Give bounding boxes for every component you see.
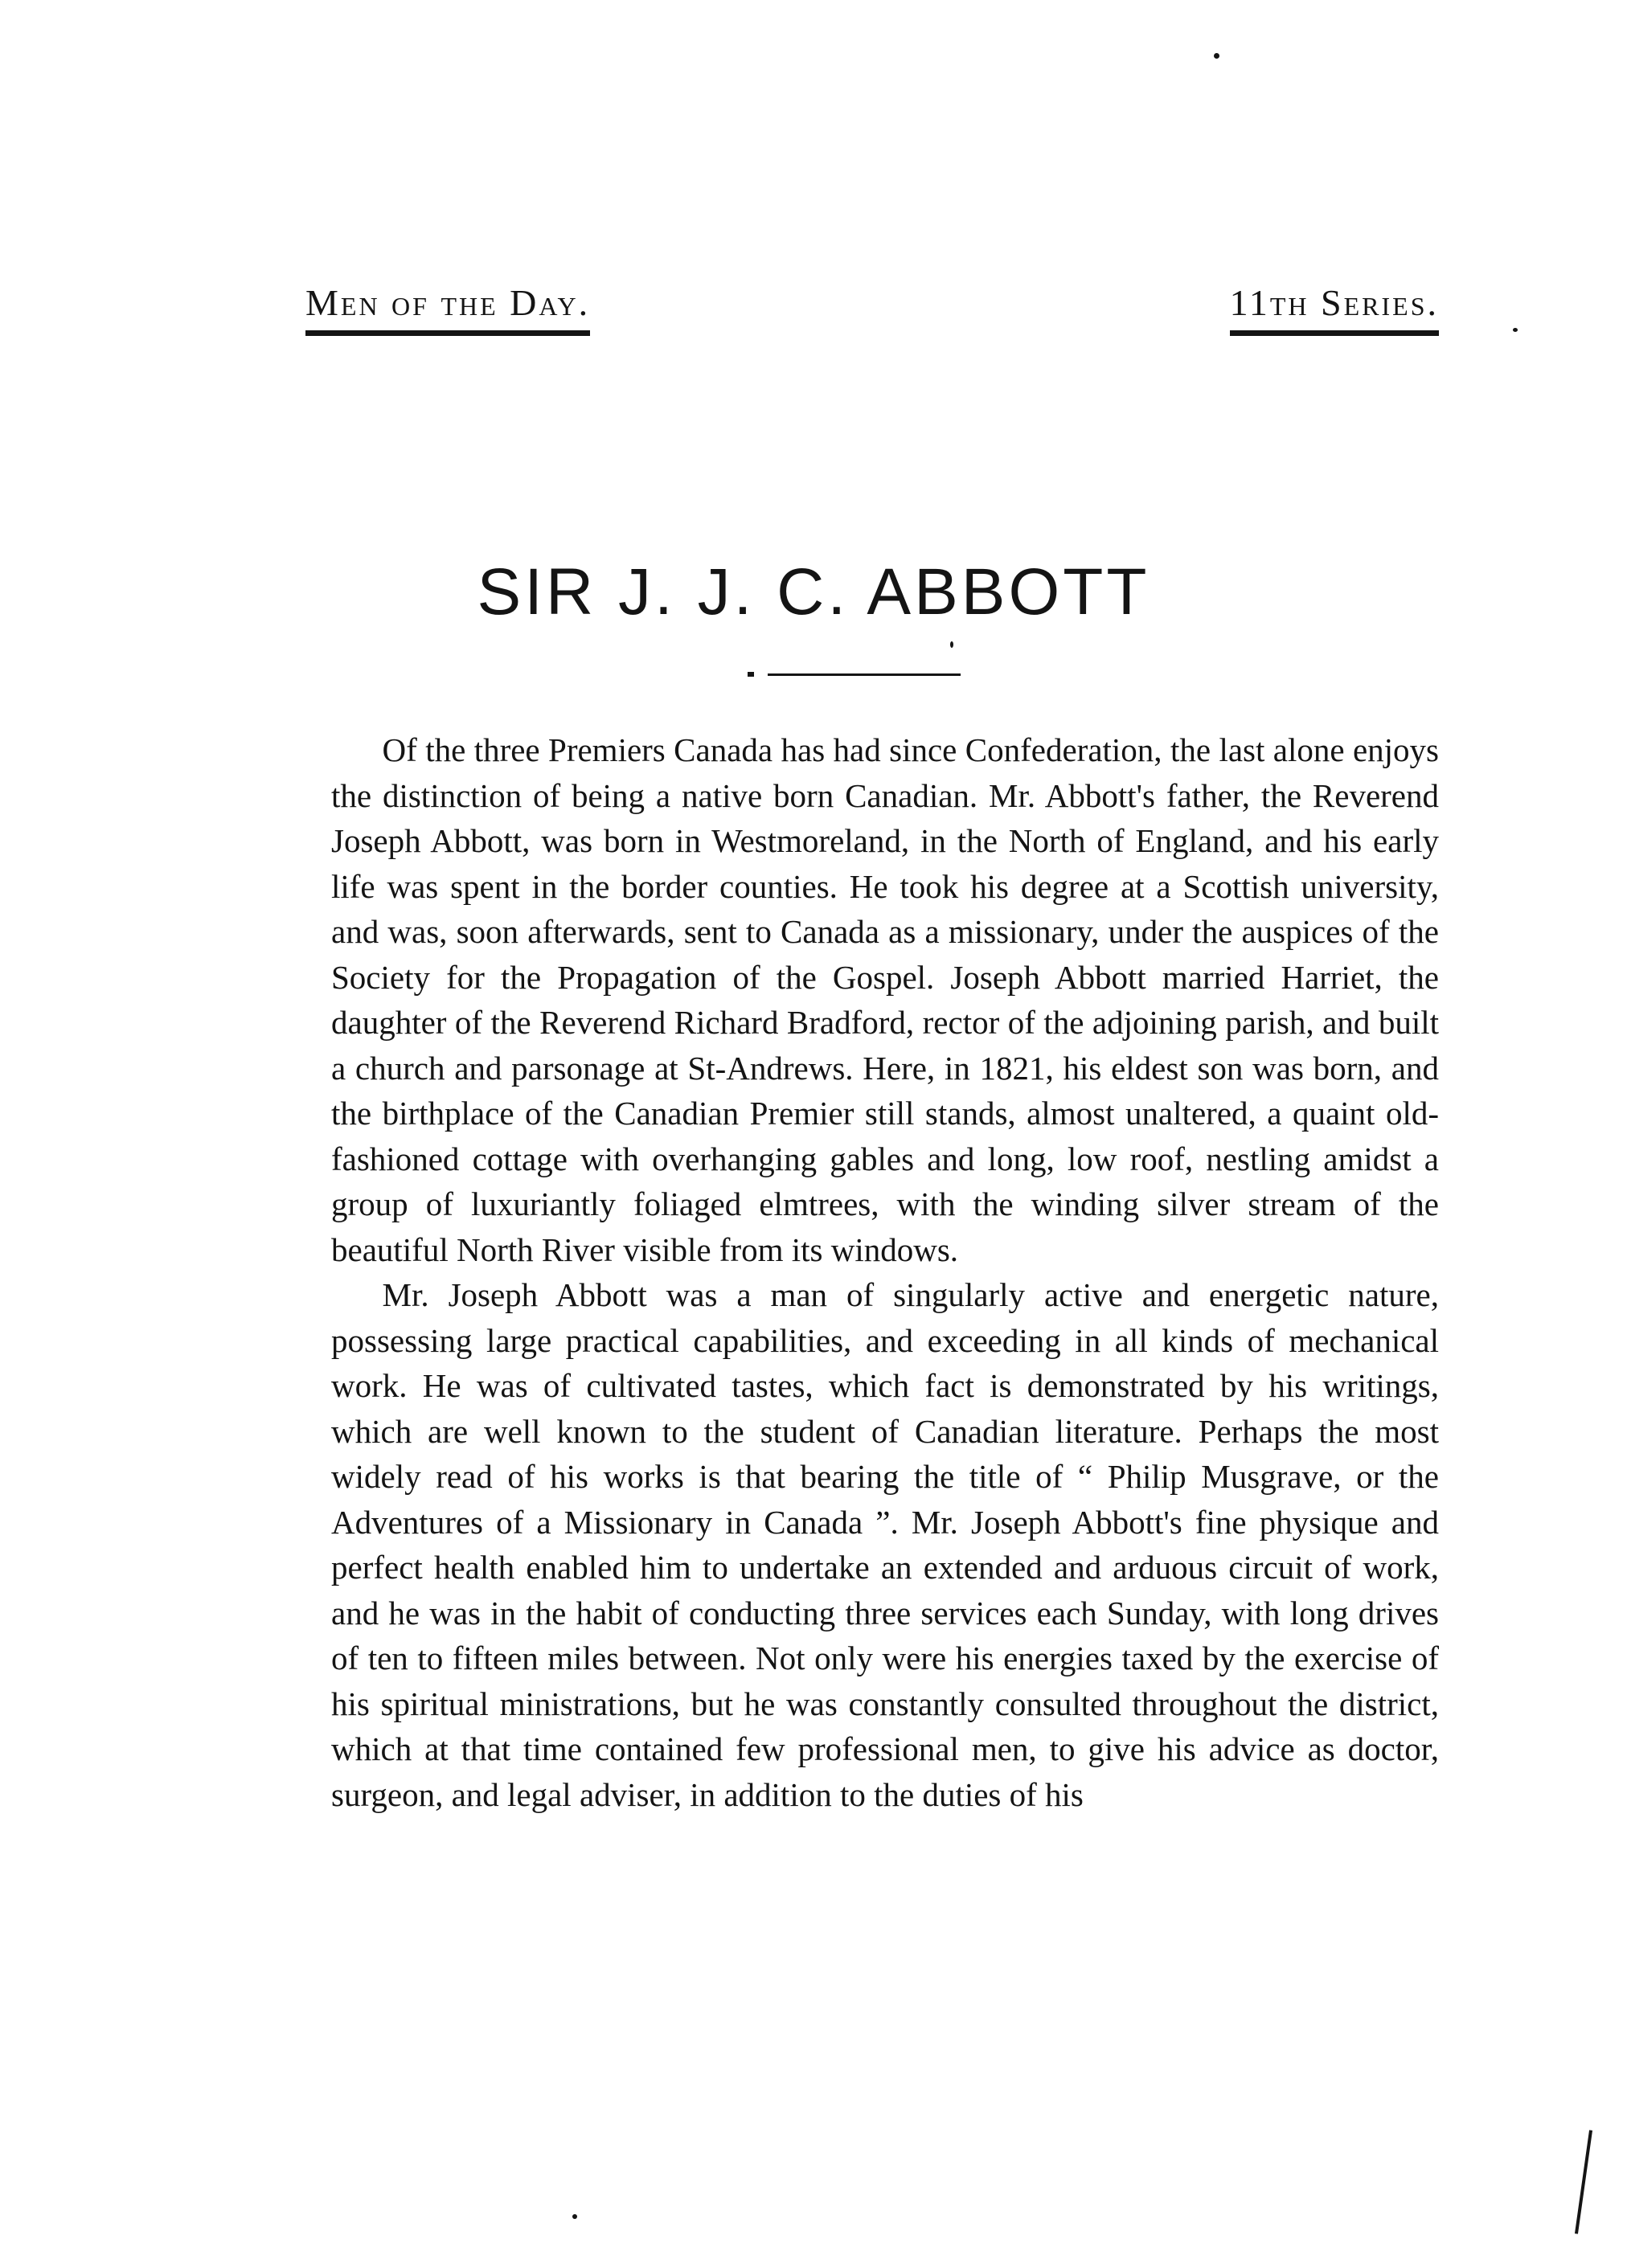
scan-speck [572, 2214, 577, 2219]
header-series-number: 11th Series. [1230, 281, 1439, 336]
paragraph-2: Mr. Joseph Abbott was a man of singularly active and energetic nature, possessing large practical capabilities, and exceeding in all kinds of mechanical work. He was of cultivated tastes, which fact is demonstrated by his writings, which are well known to the student of Canadian literature. Perhaps the most widely read of his works is that bearing the title of “ Philip Musgrave, or the Adventures of a Missionary in Canada ”. Mr. Joseph Abbott's fine physique and perfect health enabled him to undertake an extended and arduous circuit of work, and he was in the habit of conducting three services each Sunday, with long drives of ten to fifteen miles between. Not only were his energies taxed by the exercise of his spiritual ministrations, but he was constantly consulted throughout the district, which at that time contained few professional men, to give his advice as doctor, surgeon, and legal adviser, in addition to the duties of his [331, 1276, 1439, 1813]
scan-edge-mark [1575, 2130, 1592, 2233]
title-rule [768, 673, 961, 676]
scan-speck [950, 641, 953, 648]
article-body [331, 727, 1439, 1817]
scan-speck [1214, 53, 1219, 59]
running-header [305, 281, 1439, 346]
article-title: SIR J. J. C. ABBOTT [477, 555, 1150, 628]
title-rule-dot [748, 672, 754, 677]
scan-speck [1513, 328, 1518, 332]
paragraph-1: Of the three Premiers Canada has had since Confederation, the last alone enjoys the distinction of being a native born Canadian. Mr. Abbott's father, the Reverend Joseph Abbott, was born in Westmoreland, in the North of England, and his early life was spent in the border counties. He took his degree at a Scottish university, and was, soon afterwards, sent to Canada as a missionary, under the auspices of the Society for the Propagation of the Gospel. Joseph Abbott married Harriet, the daughter of the Reverend Richard Bradford, rector of the adjoining parish, and built a church and parsonage at St-Andrews. Here, in 1821, his eldest son was born, and the birthplace of the Canadian Premier still stands, almost unaltered, a quaint old-fashioned cottage with overhanging gables and long, low roof, nestling amidst a group of luxuriantly foliaged elmtrees, with the winding silver stream of the beautiful North River visible from its windows. [331, 731, 1439, 1268]
header-publication-title: Men of the Day. [305, 281, 590, 336]
